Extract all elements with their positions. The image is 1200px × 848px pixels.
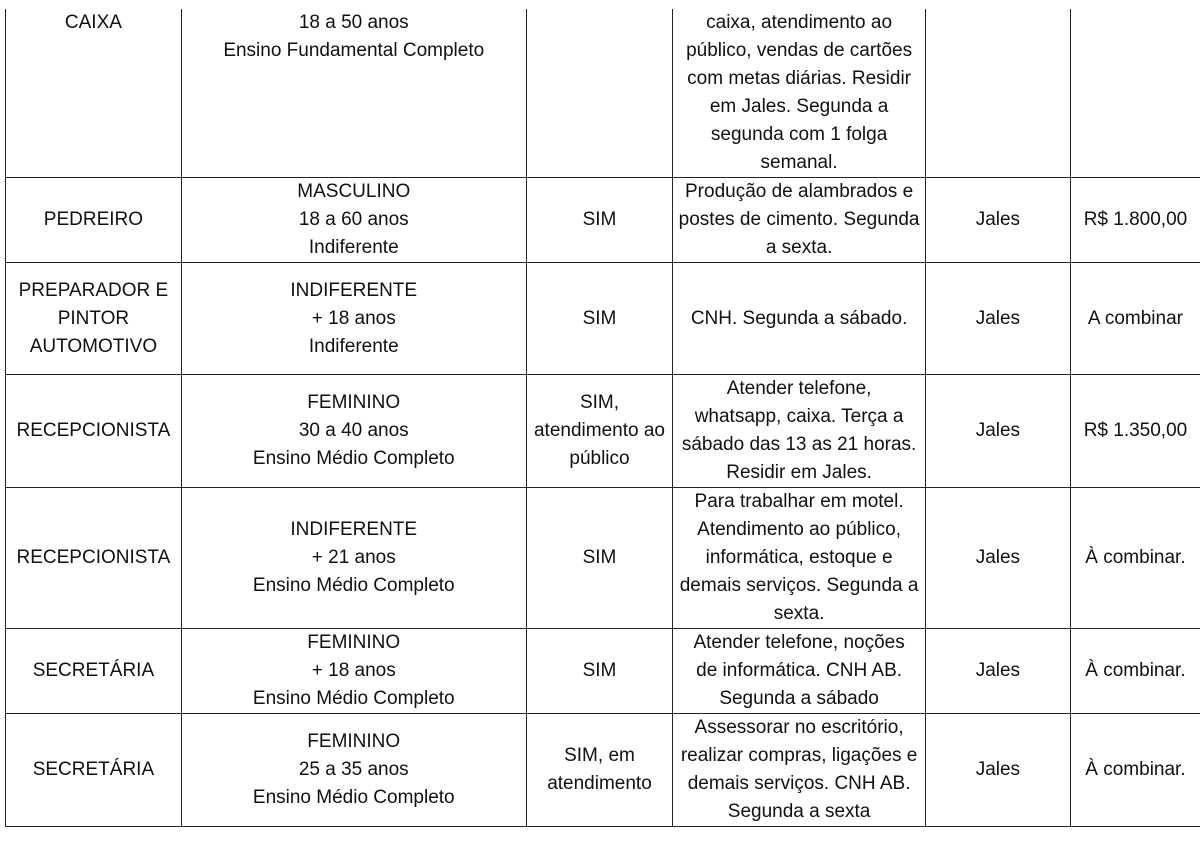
- table-row: [6, 714, 1200, 827]
- cargo-cell: RECEPCIONISTA: [6, 488, 182, 629]
- perfil-cell: FEMININO 30 a 40 anos Ensino Médio Completo: [181, 375, 526, 488]
- experiencia-cell: SIM: [526, 263, 673, 375]
- table-row: [6, 9, 1200, 178]
- salario-cell: [1070, 9, 1200, 178]
- cargo-cell: CAIXA: [6, 9, 182, 178]
- cidade-cell: [925, 9, 1070, 178]
- table-row: [6, 263, 1200, 375]
- perfil-cell: INDIFERENTE + 18 anos Indiferente: [181, 263, 526, 375]
- table-row: [6, 629, 1200, 714]
- descricao-cell: Produção de alambrados e postes de cimento. Segunda a sexta.: [673, 178, 926, 263]
- perfil-cell: FEMININO + 18 anos Ensino Médio Completo: [181, 629, 526, 714]
- cidade-cell: Jales: [925, 488, 1070, 629]
- salario-cell: R$ 1.350,00: [1070, 375, 1200, 488]
- descricao-cell: Assessorar no escritório, realizar compras, ligações e demais serviços. CNH AB. Segunda a sexta: [673, 714, 926, 827]
- cargo-cell: RECEPCIONISTA: [6, 375, 182, 488]
- cidade-cell: Jales: [925, 263, 1070, 375]
- cargo-cell: SECRETÁRIA: [6, 714, 182, 827]
- experiencia-cell: [526, 9, 673, 178]
- perfil-cell: MASCULINO 18 a 60 anos Indiferente: [181, 178, 526, 263]
- experiencia-cell: SIM, em atendimento: [526, 714, 673, 827]
- descricao-cell: caixa, atendimento ao público, vendas de cartões com metas diárias. Residir em Jales. Segunda a segunda com 1 folga semanal.: [673, 9, 926, 178]
- perfil-cell: FEMININO 25 a 35 anos Ensino Médio Completo: [181, 714, 526, 827]
- descricao-cell: Atender telefone, noções de informática. CNH AB. Segunda a sábado: [673, 629, 926, 714]
- experiencia-cell: SIM: [526, 178, 673, 263]
- salario-cell: À combinar.: [1070, 629, 1200, 714]
- salario-cell: A combinar: [1070, 263, 1200, 375]
- cidade-cell: Jales: [925, 629, 1070, 714]
- cidade-cell: Jales: [925, 178, 1070, 263]
- experiencia-cell: SIM: [526, 629, 673, 714]
- descricao-cell: CNH. Segunda a sábado.: [673, 263, 926, 375]
- descricao-cell: Para trabalhar em motel. Atendimento ao público, informática, estoque e demais serviços. Segunda a sexta.: [673, 488, 926, 629]
- salario-cell: À combinar.: [1070, 488, 1200, 629]
- cidade-cell: Jales: [925, 714, 1070, 827]
- vagas-table: [5, 9, 1200, 827]
- salario-cell: R$ 1.800,00: [1070, 178, 1200, 263]
- table-row: [6, 488, 1200, 629]
- cidade-cell: Jales: [925, 375, 1070, 488]
- experiencia-cell: SIM: [526, 488, 673, 629]
- descricao-cell: Atender telefone, whatsapp, caixa. Terça a sábado das 13 as 21 horas. Residir em Jales.: [673, 375, 926, 488]
- experiencia-cell: SIM, atendimento ao público: [526, 375, 673, 488]
- cargo-cell: SECRETÁRIA: [6, 629, 182, 714]
- table-row: [6, 178, 1200, 263]
- perfil-cell: 18 a 50 anos Ensino Fundamental Completo: [181, 9, 526, 178]
- table-row: [6, 375, 1200, 488]
- cargo-cell: PEDREIRO: [6, 178, 182, 263]
- perfil-cell: INDIFERENTE + 21 anos Ensino Médio Completo: [181, 488, 526, 629]
- cargo-cell: PREPARADOR E PINTOR AUTOMOTIVO: [6, 263, 182, 375]
- salario-cell: À combinar.: [1070, 714, 1200, 827]
